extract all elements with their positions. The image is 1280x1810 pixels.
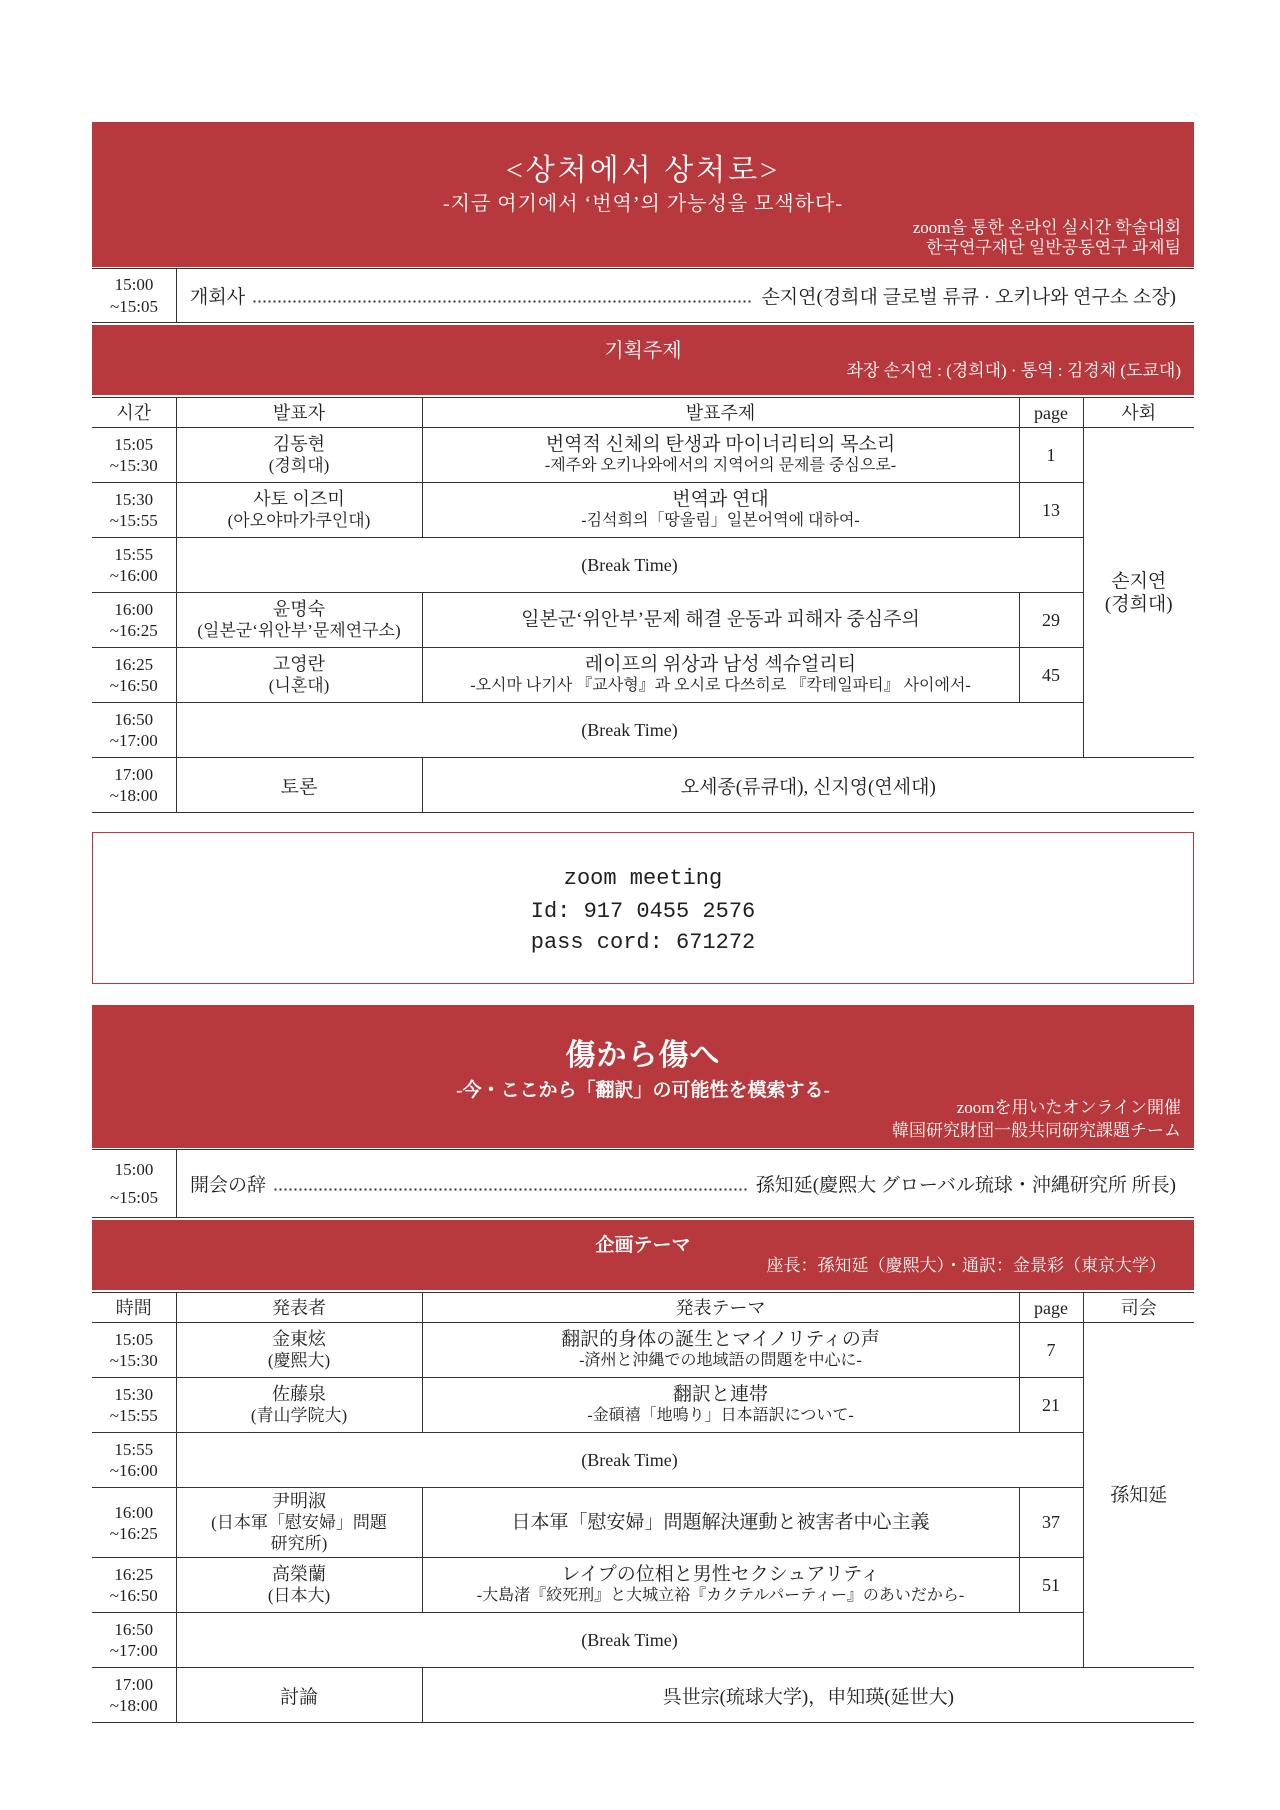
opening-speaker: 손지연(경희대 글로벌 류큐 · 오키나와 연구소 소장) (761, 287, 1176, 308)
time-end: ~16:00 (109, 1461, 158, 1480)
zoom-passcode: pass cord: 671272 (530, 930, 756, 955)
discussion-discussants: 오세종(류큐대), 신지영(연세대) (422, 758, 1194, 813)
opening-content (177, 269, 1194, 322)
session-presenter (176, 593, 422, 648)
session-time (92, 1433, 176, 1488)
session-page: 29 (1019, 593, 1083, 648)
topic-title: 레이프의 위상과 남성 섹슈얼리티 (584, 654, 857, 675)
column-header-time: 시간 (92, 398, 176, 428)
time-end: ~16:00 (109, 566, 158, 585)
discussion-row (92, 758, 1194, 813)
zoom-meeting-id: Id: 917 0455 2576 (530, 899, 756, 924)
time-start: 16:00 (114, 600, 154, 619)
table-row (92, 483, 1194, 538)
column-header-topic: 발표주제 (422, 398, 1019, 428)
presenter-affiliation: (니혼대) (268, 676, 330, 695)
presenter-name: 高榮蘭 (272, 1564, 326, 1584)
time-start: 17:00 (114, 1675, 154, 1694)
session-topic (422, 1378, 1019, 1433)
opening-time (92, 1150, 177, 1217)
time-start: 15:05 (114, 435, 154, 454)
korean-opening-row (92, 268, 1194, 323)
break-label: (Break Time) (176, 538, 1083, 593)
japanese-section-chairs: 座長：孫知延（慶熙大）・通訳：金景彩（東京大学） (766, 1256, 1166, 1275)
moderator-name: 손지연 (1111, 570, 1167, 592)
korean-program-table (92, 397, 1194, 813)
table-row (92, 1558, 1194, 1613)
opening-time-end: ~15:05 (110, 296, 158, 316)
korean-section-title: 기획주제 (604, 340, 682, 362)
presenter-affiliation-continued: 研究所) (270, 1534, 328, 1553)
time-start: 16:25 (114, 1565, 154, 1584)
time-end: ~16:50 (109, 676, 158, 695)
opening-label: 개회사 (190, 287, 246, 308)
column-header-moderator: 사회 (1083, 398, 1194, 428)
time-end: ~16:25 (109, 621, 158, 640)
presenter-affiliation: (日本大) (267, 1586, 331, 1605)
presenter-affiliation: (아오야마가쿠인대) (227, 511, 371, 530)
opening-label: 開会の辞 (190, 1175, 267, 1196)
session-presenter (176, 428, 422, 483)
session-time (92, 1323, 176, 1378)
session-page: 21 (1019, 1378, 1083, 1433)
time-end: ~16:50 (109, 1586, 158, 1605)
column-header-page: page (1019, 1293, 1083, 1323)
session-page: 13 (1019, 483, 1083, 538)
time-start: 16:50 (114, 1620, 154, 1639)
korean-title-banner (92, 122, 1194, 267)
column-header-page: page (1019, 398, 1083, 428)
session-presenter (176, 1323, 422, 1378)
presenter-affiliation: (日本軍「慰安婦」問題 (211, 1513, 387, 1532)
table-header-row (92, 1293, 1194, 1323)
opening-time (92, 269, 177, 322)
session-time (92, 648, 176, 703)
session-topic (422, 483, 1019, 538)
session-topic (422, 1323, 1019, 1378)
opening-speaker: 孫知延(慶熙大 グローバル琉球・沖縄研究所 所長) (755, 1175, 1176, 1196)
discussion-row (92, 1668, 1194, 1723)
session-page: 51 (1019, 1558, 1083, 1613)
time-end: ~15:55 (109, 1406, 158, 1425)
column-header-topic: 発表テーマ (422, 1293, 1019, 1323)
time-end: ~17:00 (109, 731, 158, 750)
presenter-affiliation: (경희대) (268, 456, 330, 475)
session-topic (422, 648, 1019, 703)
session-page: 1 (1019, 428, 1083, 483)
session-time (92, 1613, 176, 1668)
topic-title: 번역과 연대 (672, 489, 769, 510)
opening-time-end: ~15:05 (110, 1187, 158, 1207)
dot-leader (274, 1188, 748, 1191)
break-label: (Break Time) (176, 1433, 1083, 1488)
session-presenter (176, 648, 422, 703)
presenter-name: 佐藤泉 (272, 1384, 326, 1404)
table-header-row (92, 398, 1194, 428)
presenter-name: 윤명숙 (272, 599, 326, 619)
time-end: ~17:00 (109, 1641, 158, 1660)
time-end: ~18:00 (109, 786, 158, 805)
time-start: 15:05 (114, 1330, 154, 1349)
session-topic (422, 1558, 1019, 1613)
session-page: 45 (1019, 648, 1083, 703)
japanese-event-format: zoomを用いたオンライン開催 (956, 1098, 1181, 1117)
discussion-time (92, 758, 176, 813)
korean-event-organizer: 한국연구재단 일반공동연구 과제팀 (926, 238, 1181, 257)
session-topic (422, 593, 1019, 648)
time-start: 15:30 (114, 1385, 154, 1404)
japanese-program-table (92, 1292, 1194, 1723)
session-time (92, 1378, 176, 1433)
korean-event-title: <상처에서 상처로> (505, 154, 781, 187)
table-row (92, 1488, 1194, 1558)
presenter-affiliation: (일본군‘위안부’문제연구소) (197, 621, 401, 640)
time-start: 16:25 (114, 655, 154, 674)
time-start: 15:30 (114, 490, 154, 509)
table-row (92, 1378, 1194, 1433)
zoom-meeting-label: zoom meeting (563, 866, 723, 891)
opening-time-start: 15:00 (114, 274, 154, 294)
moderator-name: 孫知延 (1110, 1484, 1168, 1506)
break-label: (Break Time) (176, 703, 1083, 758)
session-time (92, 538, 176, 593)
column-header-moderator: 司会 (1083, 1293, 1194, 1323)
break-row (92, 1613, 1194, 1668)
korean-section-chairs: 좌장 손지연 : (경희대) · 통역 : 김경채 (도쿄대) (846, 361, 1181, 380)
time-start: 15:55 (114, 1440, 154, 1459)
japanese-title-banner (92, 1005, 1194, 1148)
break-label: (Break Time) (176, 1613, 1083, 1668)
session-time (92, 1488, 176, 1558)
moderator-affiliation: (경희대) (1104, 593, 1173, 615)
table-row (92, 428, 1194, 483)
break-row (92, 538, 1194, 593)
topic-title: 일본군‘위안부’문제 해결 운동과 피해자 중심주의 (521, 609, 920, 630)
korean-event-format: zoom을 통한 온라인 실시간 학술대회 (912, 218, 1181, 237)
break-row (92, 1433, 1194, 1488)
session-time (92, 593, 176, 648)
japanese-opening-row (92, 1149, 1194, 1218)
column-header-time: 時間 (92, 1293, 176, 1323)
opening-time-start: 15:00 (114, 1159, 154, 1179)
time-start: 15:55 (114, 545, 154, 564)
table-row (92, 593, 1194, 648)
time-end: ~15:55 (109, 511, 158, 530)
session-time (92, 483, 176, 538)
topic-subtitle: -제주와 오키나와에서의 지역어의 문제를 중심으로- (544, 457, 897, 474)
korean-section-banner (92, 325, 1194, 395)
time-start: 17:00 (114, 765, 154, 784)
japanese-section-banner (92, 1220, 1194, 1290)
topic-subtitle: -오시마 나기사 『교사형』과 오시로 다쓰히로 『칵테일파티』 사이에서- (470, 677, 971, 694)
topic-subtitle: -김석희의「땅울림」일본어역에 대하여- (581, 512, 860, 529)
opening-content (177, 1150, 1194, 1217)
topic-subtitle: -金碩禧「地鳴り」日本語訳について- (587, 1407, 854, 1424)
presenter-name: 金東炫 (272, 1329, 326, 1349)
topic-title: レイプの位相と男性セクシュアリティ (561, 1564, 880, 1585)
session-page: 7 (1019, 1323, 1083, 1378)
time-start: 16:00 (114, 1502, 154, 1522)
session-presenter (176, 1488, 422, 1558)
presenter-affiliation: (青山学院大) (250, 1406, 348, 1425)
topic-title: 翻訳的身体の誕生とマイノリティの声 (561, 1329, 880, 1350)
discussion-time (92, 1668, 176, 1723)
time-end: ~15:30 (109, 1351, 158, 1370)
presenter-name: 사토 이즈미 (253, 489, 345, 509)
korean-event-subtitle: -지금 여기에서 ‘번역’의 가능성을 모색하다- (442, 193, 844, 215)
session-time (92, 703, 176, 758)
time-end: ~16:25 (109, 1523, 158, 1543)
session-presenter (176, 1558, 422, 1613)
presenter-name: 고영란 (272, 654, 326, 674)
japanese-event-title: 傷から傷へ (565, 1039, 721, 1072)
topic-title: 翻訳と連帯 (672, 1384, 768, 1405)
session-time (92, 428, 176, 483)
time-end: ~15:30 (109, 456, 158, 475)
presenter-affiliation: (慶熙大) (267, 1351, 331, 1370)
discussion-discussants: 呉世宗(琉球大学)，申知瑛(延世大) (422, 1668, 1194, 1723)
table-row (92, 648, 1194, 703)
session-presenter (176, 483, 422, 538)
session-page: 37 (1019, 1488, 1083, 1558)
session-topic (422, 428, 1019, 483)
session-moderator (1083, 428, 1194, 758)
session-topic (422, 1488, 1019, 1558)
session-presenter (176, 1378, 422, 1433)
japanese-section-title: 企画テーマ (595, 1235, 691, 1256)
session-time (92, 1558, 176, 1613)
break-row (92, 703, 1194, 758)
session-moderator (1083, 1323, 1194, 1668)
topic-subtitle: -済州と沖縄での地域語の問題を中心に- (579, 1352, 862, 1369)
zoom-meeting-box (92, 832, 1194, 984)
topic-title: 日本軍「慰安婦」問題解決運動と被害者中心主義 (511, 1511, 930, 1533)
presenter-name: 尹明淑 (272, 1491, 326, 1511)
time-end: ~18:00 (109, 1696, 158, 1715)
table-row (92, 1323, 1194, 1378)
japanese-event-organizer: 韓国研究財団一般共同研究課題チーム (892, 1121, 1181, 1140)
dot-leader (253, 300, 753, 303)
discussion-label: 토론 (176, 758, 422, 813)
time-start: 16:50 (114, 710, 154, 729)
column-header-presenter: 発表者 (176, 1293, 422, 1323)
topic-title: 번역적 신체의 탄생과 마이너리티의 목소리 (545, 434, 896, 455)
presenter-name: 김동현 (272, 434, 326, 454)
discussion-label: 討論 (176, 1668, 422, 1723)
japanese-event-subtitle: -今・ここから「翻訳」の可能性を模索する- (456, 1080, 830, 1101)
topic-subtitle: -大島渚『絞死刑』と大城立裕『カクテルパーティー』のあいだから- (476, 1587, 965, 1604)
column-header-presenter: 발표자 (176, 398, 422, 428)
